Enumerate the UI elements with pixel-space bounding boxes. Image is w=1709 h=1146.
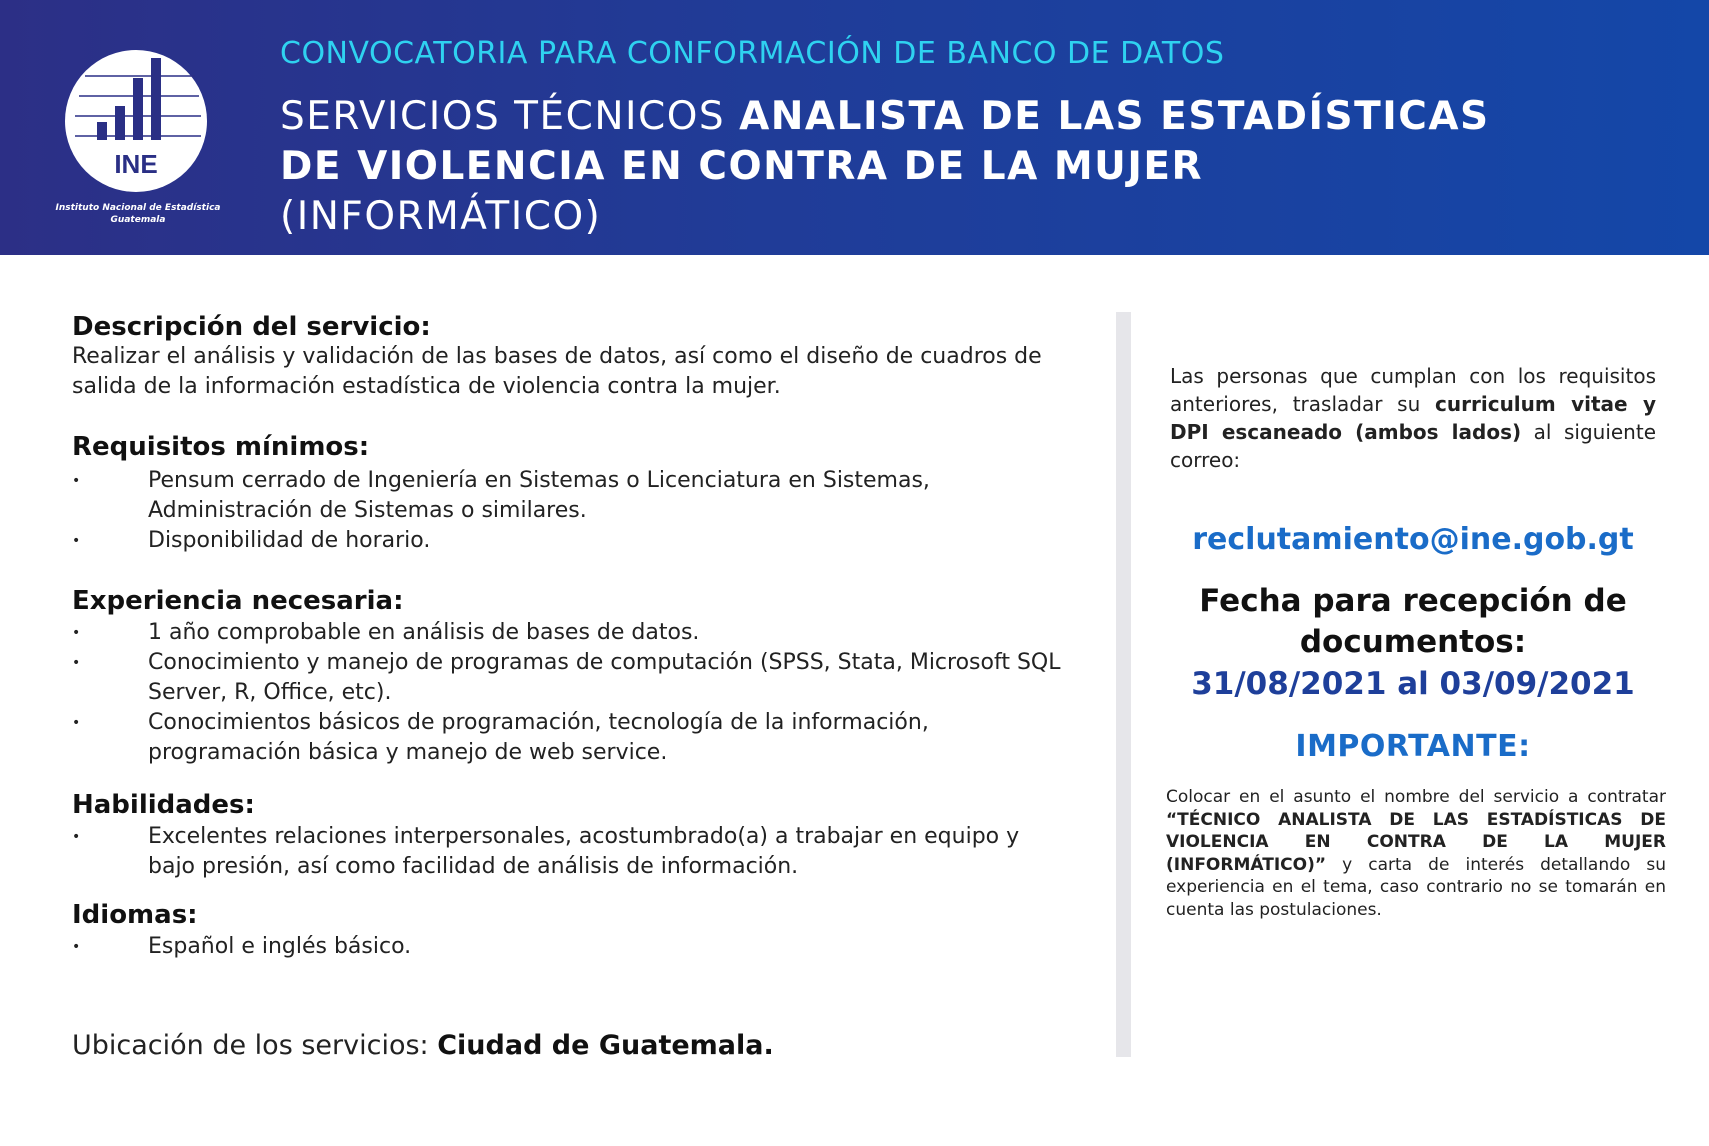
note-text-end: y carta de interés detallando su experiencia en el tema, caso contrario no se tomarán en cuenta las postulaciones. (1166, 854, 1666, 920)
ine-logo (65, 50, 207, 192)
logo-caption (48, 202, 228, 226)
experiencia-heading: Experiencia necesaria: (72, 586, 404, 616)
title-light: SERVICIOS TÉCNICOS (280, 94, 740, 139)
idiomas-list (72, 932, 1072, 962)
header-title (280, 92, 1690, 242)
intro-bold: curriculum vitae y DPI escaneado (ambos lados) (1170, 392, 1656, 444)
intro-text-end: al siguiente correo: (1170, 420, 1656, 472)
list-item: • Español e inglés básico. (72, 932, 1072, 962)
note-bold: “TÉCNICO ANALISTA DE LAS ESTADÍSTICAS DE VIOLENCIA EN CONTRA DE LA MUJER (INFORMÁTICO)” (1166, 809, 1666, 875)
title-line1: ANALISTA DE LAS ESTADÍSTICAS (739, 94, 1490, 139)
intro-text: Las personas que cumplan con los requisitos anteriores, trasladar su (1170, 364, 1656, 416)
logo-caption-line1: Instituto Nacional de Estadística (55, 203, 221, 213)
vertical-divider (1116, 312, 1131, 1057)
descripcion-text: Realizar el análisis y validación de las bases de datos, así como el diseño de cuadros de salida de la información estadística de violencia contra la mujer. (72, 344, 1042, 399)
habilidades-list (72, 822, 1072, 882)
importante-heading: IMPORTANTE: (1295, 729, 1531, 764)
logo-text: INE (114, 149, 158, 179)
ubicacion-value: Ciudad de Guatemala. (437, 1030, 774, 1061)
header-subtitle: CONVOCATORIA PARA CONFORMACIÓN DE BANCO DE DATOS (280, 36, 1225, 71)
descripcion-heading: Descripción del servicio: (72, 312, 431, 342)
importante-note (1166, 786, 1666, 921)
fecha-dates: 31/08/2021 al 03/09/2021 (1191, 666, 1635, 702)
bar-chart-logo-icon (65, 50, 207, 192)
list-item: • Excelentes relaciones interpersonales, acostumbrado(a) a trabajar en equipo y bajo presión, así como facilidad de análisis de información. (72, 822, 1072, 882)
main-content (72, 312, 1072, 962)
fecha-label: Fecha para recepción de documentos: (1199, 583, 1627, 660)
list-item: • Conocimiento y manejo de programas de computación (SPSS, Stata, Microsoft SQL Server, R, Office, etc). (72, 648, 1072, 708)
ubicacion (72, 1030, 774, 1061)
header-banner (0, 0, 1709, 255)
sidebar (1170, 362, 1656, 764)
idiomas-heading: Idiomas: (72, 900, 198, 930)
list-item: • Pensum cerrado de Ingeniería en Sistemas o Licenciatura en Sistemas, Administración de Sistemas o similares. (72, 466, 1072, 526)
habilidades-heading: Habilidades: (72, 790, 255, 820)
note-text: Colocar en el asunto el nombre del servicio a contratar (1166, 787, 1666, 807)
requisitos-list (72, 466, 1072, 556)
title-line3: (INFORMÁTICO) (280, 194, 602, 239)
sidebar-intro (1170, 362, 1656, 474)
list-item: • 1 año comprobable en análisis de bases de datos. (72, 618, 1072, 648)
list-item: • Disponibilidad de horario. (72, 526, 1072, 556)
list-item: • Conocimientos básicos de programación, tecnología de la información, programación básica y manejo de web service. (72, 708, 1072, 768)
experiencia-list (72, 618, 1072, 768)
ubicacion-label: Ubicación de los servicios: (72, 1030, 438, 1061)
requisitos-heading: Requisitos mínimos: (72, 432, 370, 462)
title-line2: DE VIOLENCIA EN CONTRA DE LA MUJER (280, 144, 1203, 189)
email-link[interactable]: reclutamiento@ine.gob.gt (1192, 522, 1634, 557)
logo-caption-line2: Guatemala (110, 215, 166, 225)
